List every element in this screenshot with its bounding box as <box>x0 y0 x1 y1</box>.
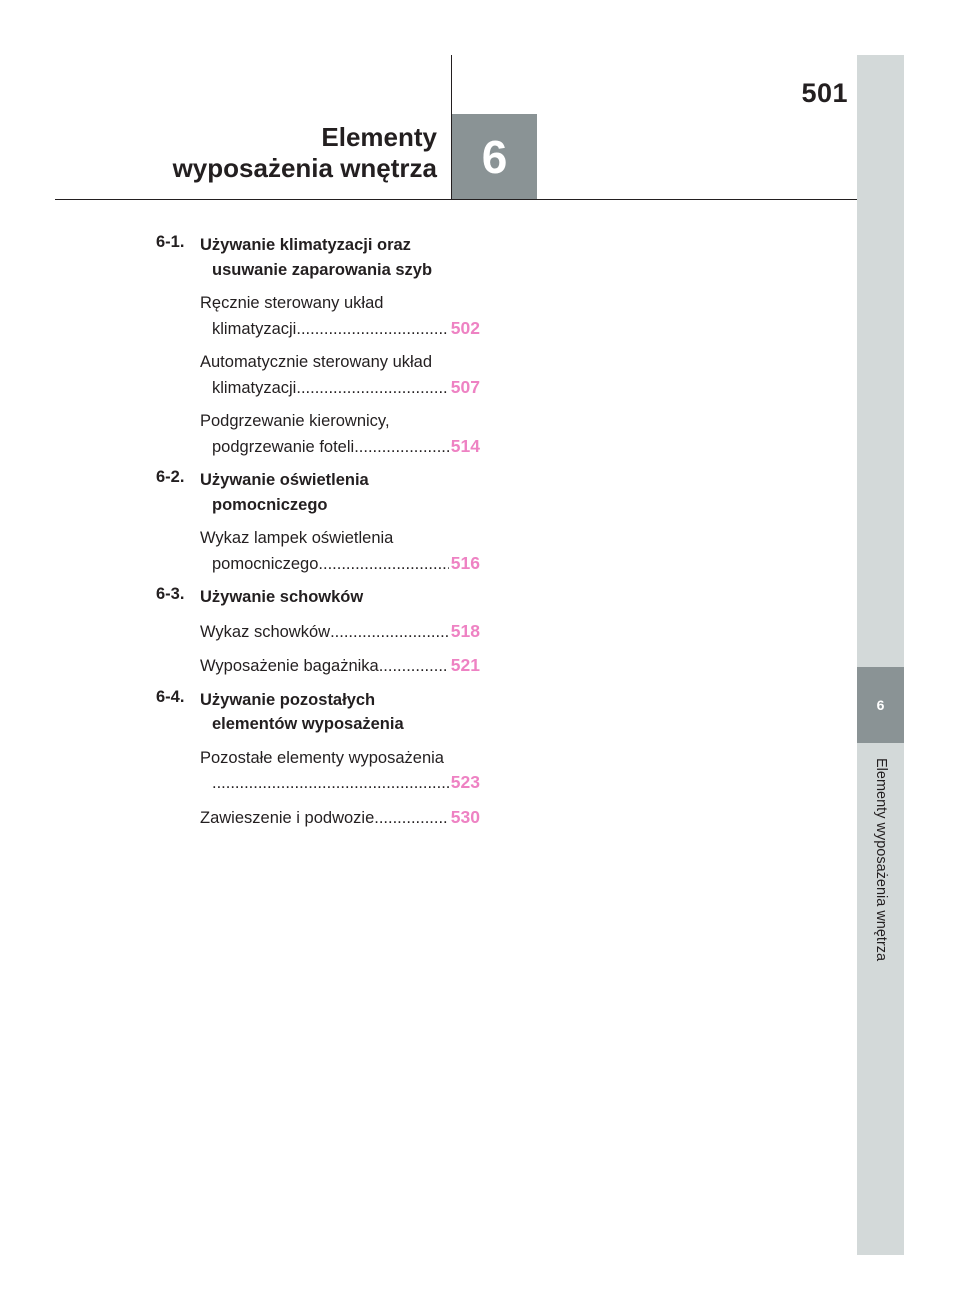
dot-leader <box>212 771 449 796</box>
toc-entry-trunk[interactable] <box>156 653 480 679</box>
chapter-title-line2: wyposażenia wnętrza <box>172 153 437 183</box>
dot-leader <box>296 317 448 342</box>
page-link[interactable]: 507 <box>450 376 480 397</box>
chapter-number-box: 6 <box>452 114 537 199</box>
section-number: 6-4. <box>156 687 185 706</box>
entry-title: Wykaz lampek oświetlenia <box>200 529 394 547</box>
section-title: Używanie klimatyzacji oraz usuwanie zaparowania szyb <box>200 236 433 279</box>
entry-title: Ręcznie sterowany układ <box>200 294 384 312</box>
toc-section-6-1 <box>156 233 480 282</box>
toc-entry-heaters[interactable]: Podgrzewanie kierownicy, podgrzewanie foteli ..... 514 <box>156 409 480 459</box>
dot-leader <box>318 552 448 577</box>
side-thumb-bar <box>857 55 904 1255</box>
section-title: Używanie pozostałych elementów wyposażenia <box>200 690 404 733</box>
page-link[interactable]: 502 <box>450 317 480 338</box>
toc-entry-storage[interactable] <box>156 619 480 645</box>
page-number: 501 <box>801 78 848 108</box>
chapter-title-line1: Elementy <box>321 122 437 152</box>
dot-leader <box>330 620 449 645</box>
page-link[interactable]: 530 <box>450 806 480 827</box>
toc-entry-auto-ac[interactable]: Automatycznie sterowany układ klimatyzacji ..... 507 <box>156 350 480 400</box>
entry-title: Pozostałe elementy wyposażenia <box>200 748 444 767</box>
page-link[interactable]: 521 <box>450 655 480 675</box>
header-horizontal-rule <box>55 199 858 200</box>
section-number: 6-3. <box>156 585 185 603</box>
entry-title: Automatycznie sterowany układ <box>200 353 433 371</box>
toc-entry-manual-ac[interactable]: Ręcznie sterowany układ klimatyzacji ..... 502 <box>156 291 480 341</box>
dot-leader <box>354 435 449 460</box>
side-chapter-tab[interactable]: 6 <box>857 667 904 743</box>
entry-title: Wyposażenie bagażnika <box>200 657 379 675</box>
page-link[interactable]: 518 <box>450 620 480 641</box>
page-link[interactable]: 514 <box>450 435 480 456</box>
entry-title: Wykaz schowków <box>200 622 331 641</box>
page-link[interactable]: 523 <box>450 772 480 792</box>
toc-entry-lights[interactable]: Wykaz lampek oświetlenia pomocniczego ..... 516 <box>156 526 480 576</box>
toc-entry-other-features[interactable] <box>156 746 480 796</box>
section-number: 6-2. <box>156 468 185 486</box>
chapter-title <box>37 122 437 184</box>
entry-title: Podgrzewanie kierownicy, <box>200 412 390 430</box>
toc-entry-suspension[interactable] <box>156 805 480 831</box>
dot-leader <box>374 806 449 831</box>
toc-section-6-4 <box>156 688 480 737</box>
section-number: 6-1. <box>156 233 185 251</box>
dot-leader <box>379 654 449 679</box>
table-of-contents <box>156 233 480 839</box>
dot-leader <box>296 376 448 401</box>
side-chapter-label: Elementy wyposażenia wnętrza <box>873 758 889 962</box>
toc-section-6-2 <box>156 468 480 517</box>
toc-section-6-3 <box>156 585 480 610</box>
section-title: Używanie oświetlenia pomocniczego <box>200 471 369 514</box>
entry-title: Zawieszenie i podwozie <box>200 808 375 827</box>
page-link[interactable]: 516 <box>450 552 480 573</box>
section-title: Używanie schowków <box>200 588 364 606</box>
